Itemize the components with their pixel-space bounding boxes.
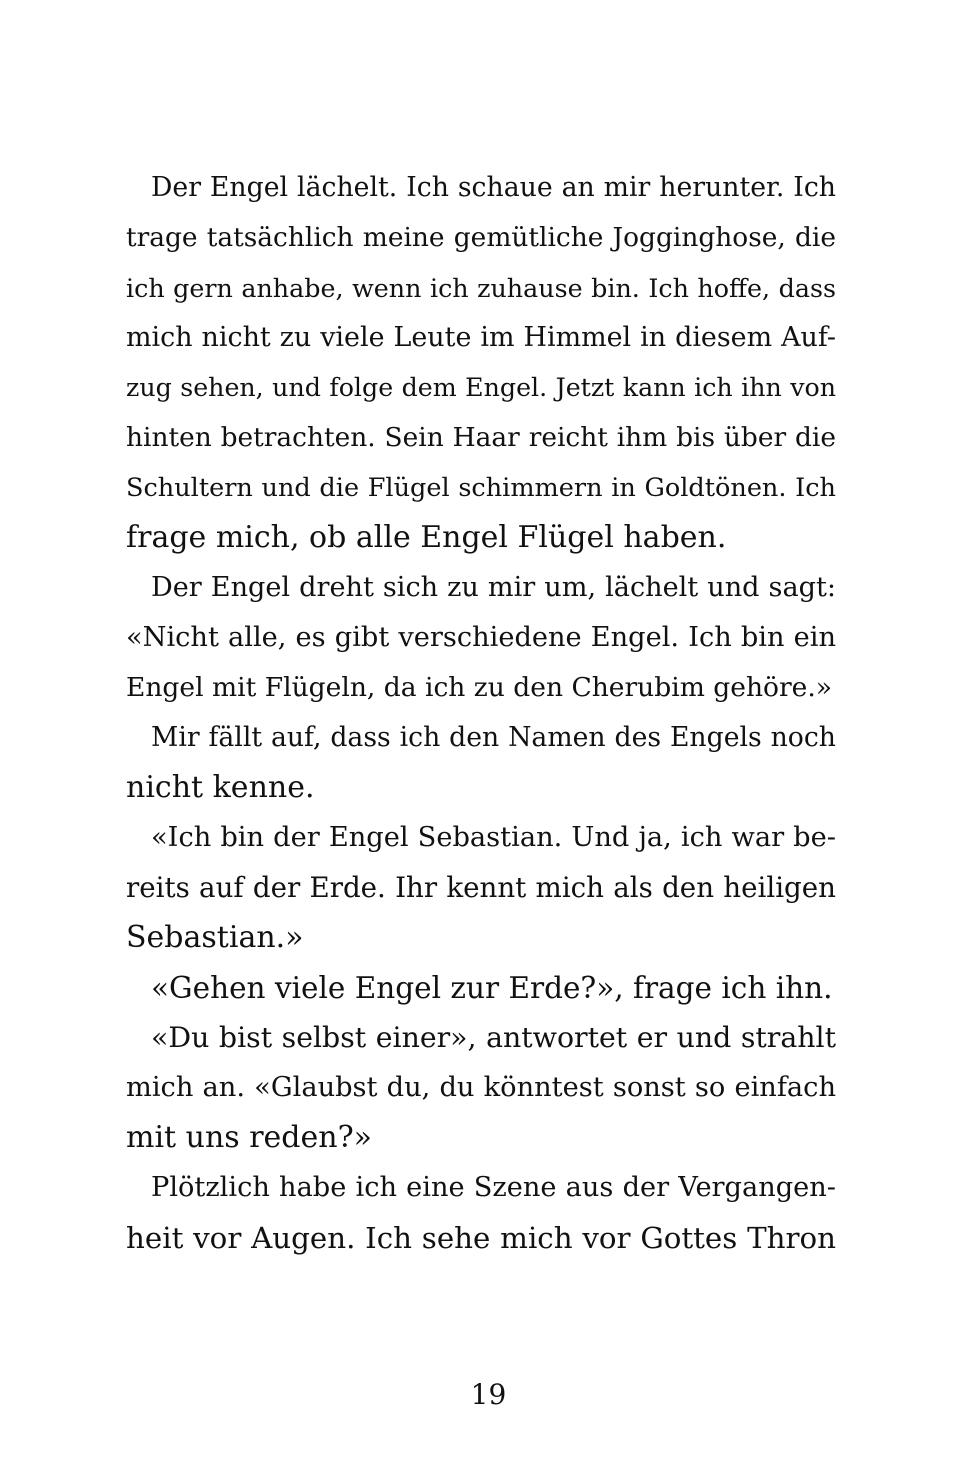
text-line: nicht kenne. xyxy=(126,770,315,805)
text-line: mich nicht zu viele Leute im Himmel in diesem Auf- xyxy=(126,322,836,353)
body-text xyxy=(126,163,836,1263)
text-line: «Ich bin der Engel Sebastian. Und ja, ich war be- xyxy=(151,822,836,853)
text-line: heit vor Augen. Ich sehe mich vor Gottes Thron xyxy=(126,1221,836,1255)
text-line: reits auf der Erde. Ihr kennt mich als den heiligen xyxy=(126,871,836,904)
text-line: «Gehen viele Engel zur Erde?», frage ich ihn. xyxy=(151,971,833,1005)
text-line: hinten betrachten. Sein Haar reicht ihm bis über die xyxy=(126,422,836,453)
text-line: mit uns reden?» xyxy=(126,1120,373,1155)
text-line: «Nicht alle, es gibt verschiedene Engel. Ich bin ein xyxy=(126,622,836,653)
text-line: Schultern und die Flügel schimmern in Goldtönen. Ich xyxy=(126,473,836,503)
text-line: Sebastian.» xyxy=(126,920,304,955)
text-line: Der Engel dreht sich zu mir um, lächelt und sagt: xyxy=(151,572,836,603)
text-line: trage tatsächlich meine gemütliche Jogginghose, die xyxy=(126,222,836,253)
text-line: ich gern anhabe, wenn ich zuhause bin. Ich hoffe, dass xyxy=(126,273,836,303)
page-number: 19 xyxy=(470,1378,507,1411)
text-line: Plötzlich habe ich eine Szene aus der Vergangen- xyxy=(151,1172,836,1203)
text-line: frage mich, ob alle Engel Flügel haben. xyxy=(126,520,727,555)
text-line: «Du bist selbst einer», antwortet er und strahlt xyxy=(151,1021,836,1054)
text-line: mich an. «Glaubst du, du könntest sonst so einfach xyxy=(126,1072,836,1103)
text-line: Der Engel lächelt. Ich schaue an mir herunter. Ich xyxy=(151,172,836,203)
text-line: zug sehen, und folge dem Engel. Jetzt kann ich ihn von xyxy=(126,373,836,402)
text-line: Mir fällt auf, dass ich den Namen des Engels noch xyxy=(151,722,836,753)
text-line: Engel mit Flügeln, da ich zu den Cherubim gehöre.» xyxy=(126,672,833,703)
